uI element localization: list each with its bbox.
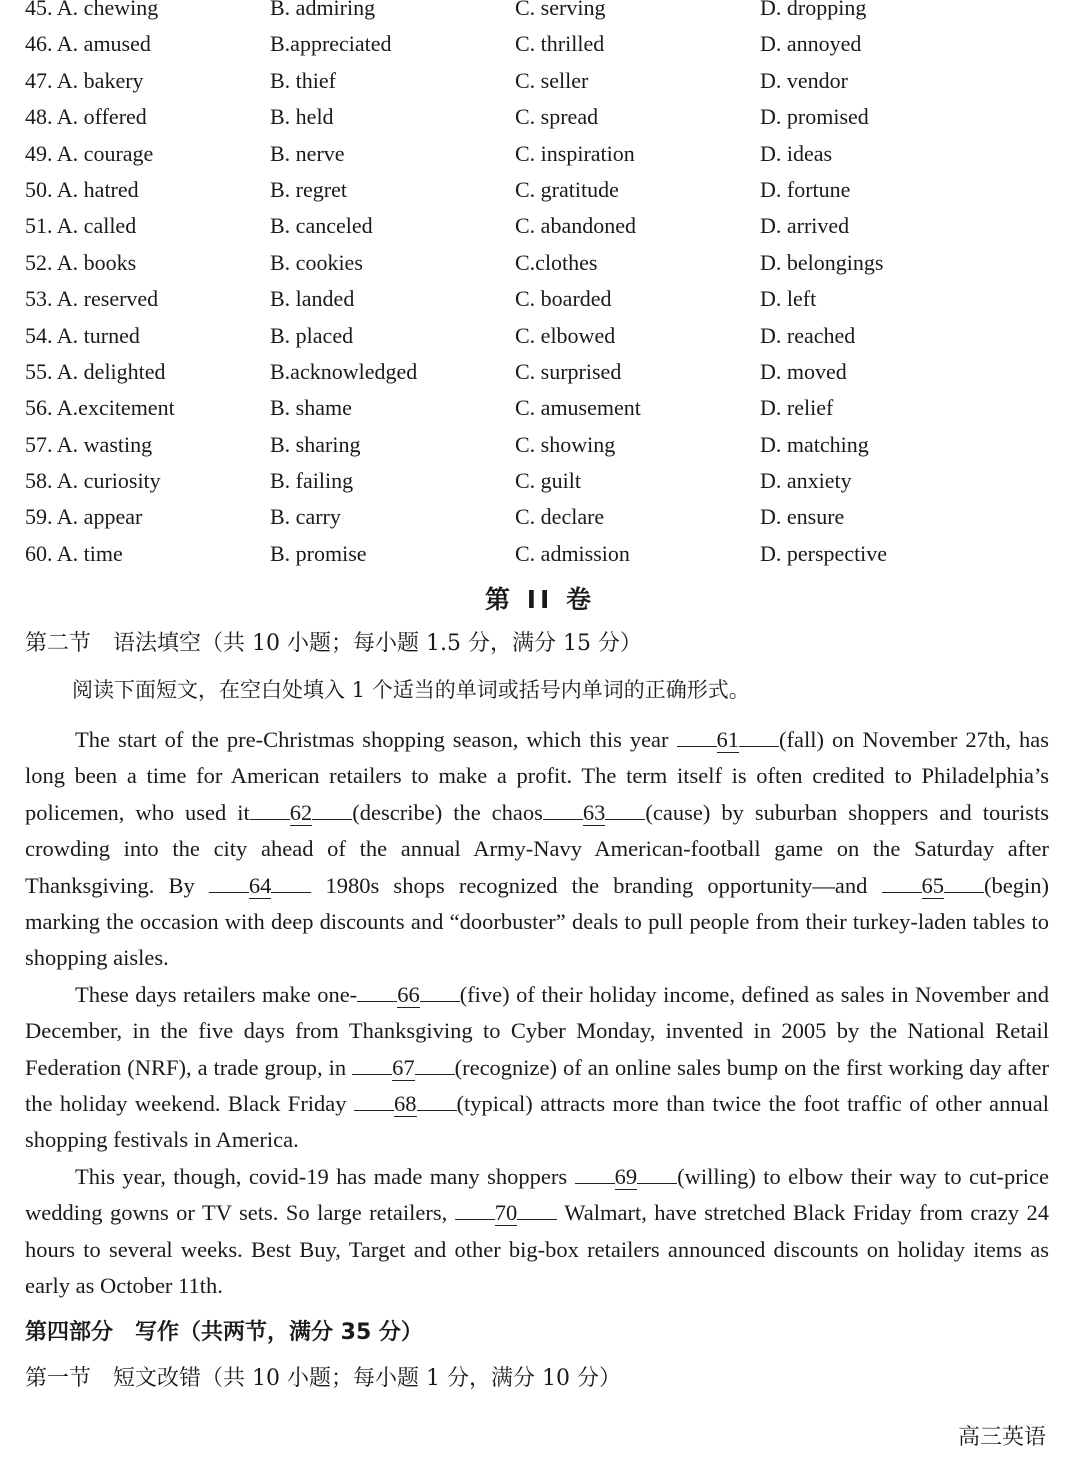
option-a: 55. A. delighted: [25, 358, 166, 384]
passage-text: These days retailers make one-: [75, 981, 358, 1007]
blank-number: 69: [614, 1163, 638, 1189]
passage-text: The start of the pre-Christmas shopping season, which this year: [75, 727, 677, 752]
grammar-instruction: 阅读下面短文，在空白处填入 1 个适当的单词或括号内单词的正确形式。: [72, 678, 750, 702]
answer-blank[interactable]: [250, 800, 353, 825]
section-title-grammar: 第二节 语法填空（共 10 小题；每小题 1.5 分，满分 15 分）: [25, 631, 642, 656]
option-a: 53. A. reserved: [25, 286, 159, 312]
blank-number: 67: [392, 1054, 415, 1080]
option-b: B. promise: [270, 540, 367, 566]
option-a: 58. A. curiosity: [25, 468, 161, 494]
passage-paragraph: [25, 722, 1049, 977]
option-c: C. serving: [515, 0, 606, 20]
passage-text: (begin) marking the occasion with deep discounts and “doorbuster” deals to pull people from their turkey-laden tables to shopping aisles.: [25, 872, 1049, 971]
answer-blank[interactable]: [357, 982, 460, 1007]
answer-blank[interactable]: [677, 727, 780, 752]
passage-text: (fall) on November 27th, has long been a time for American retailers to make a profit. The term itself is often credited to Philadelphia’s policemen, who used it: [25, 727, 1049, 825]
passage-text: (describe) the chaos: [352, 799, 543, 825]
option-c: C. elbowed: [515, 322, 616, 348]
option-b: B. held: [270, 104, 334, 130]
options-table: [25, 0, 1055, 572]
blank-underline: [677, 728, 717, 747]
option-d: D. dropping: [760, 0, 867, 20]
option-d: D. ensure: [760, 504, 845, 530]
option-d: D. vendor: [760, 67, 848, 93]
option-c: C. guilt: [515, 468, 582, 494]
option-row: [25, 26, 1055, 62]
option-c: C. seller: [515, 67, 589, 93]
option-row: [25, 63, 1055, 99]
option-a: 46. A. amused: [25, 31, 151, 57]
option-a: 47. A. bakery: [25, 67, 144, 93]
blank-number: 68: [394, 1091, 417, 1117]
option-a: 56. A.excitement: [25, 395, 175, 421]
blank-underline: [357, 983, 397, 1002]
blank-underline: [312, 801, 352, 820]
option-b: B.appreciated: [270, 31, 392, 57]
blank-number: 61: [716, 727, 740, 752]
option-c: C. spread: [515, 104, 599, 130]
blank-underline: [209, 874, 249, 893]
answer-blank[interactable]: [882, 873, 985, 898]
passage-text: (five) of their holiday income, defined as sales in November and December, in the five days from Thanksgiving to Cyber Monday, invented in 2005 by the National Retail Federation (NRF), a trade group, in: [25, 981, 1050, 1080]
option-b: B. thief: [270, 67, 336, 93]
option-a: 49. A. courage: [25, 140, 154, 166]
blank-underline: [605, 801, 645, 820]
option-a: 57. A. wasting: [25, 431, 153, 457]
passage-text: 1980s shops recognized the branding opportunity—and: [311, 872, 882, 898]
blank-underline: [739, 728, 779, 747]
answer-blank[interactable]: [575, 1164, 678, 1189]
option-d: D. fortune: [760, 176, 851, 202]
option-d: D. belongings: [760, 249, 884, 275]
option-b: B.acknowledged: [270, 358, 418, 384]
answer-blank[interactable]: [455, 1200, 558, 1225]
option-row: [25, 463, 1055, 499]
option-a: 50. A. hatred: [25, 176, 139, 202]
passage-text: (cause) by suburban shoppers and tourists crowding into the city ahead of the annual Army-Navy American-football game on the Saturday after Thanksgiving. By: [25, 799, 1049, 898]
blank-underline: [637, 1165, 677, 1184]
option-a: 60. A. time: [25, 540, 123, 566]
answer-blank[interactable]: [352, 1055, 455, 1080]
option-b: B. shame: [270, 395, 352, 421]
passage-paragraph: [25, 1159, 1049, 1305]
option-c: C. surprised: [515, 358, 622, 384]
option-c: C. thrilled: [515, 31, 605, 57]
option-c: C. inspiration: [515, 140, 635, 166]
option-row: [25, 427, 1055, 463]
option-b: B. carry: [270, 504, 341, 530]
blank-underline: [575, 1165, 615, 1184]
option-row: [25, 172, 1055, 208]
volume-title: 第 II 卷: [484, 585, 595, 614]
option-a: 52. A. books: [25, 249, 137, 275]
option-row: [25, 208, 1055, 244]
answer-blank[interactable]: [209, 873, 312, 898]
blank-number: 64: [248, 872, 272, 898]
answer-blank[interactable]: [543, 800, 646, 825]
option-b: B. placed: [270, 322, 354, 348]
blank-number: 70: [494, 1200, 518, 1226]
option-d: D. perspective: [760, 540, 888, 566]
option-b: B. landed: [270, 286, 355, 312]
blank-underline: [517, 1201, 557, 1220]
passage-text: This year, though, covid-19 has made many shoppers: [75, 1163, 575, 1189]
option-row: [25, 99, 1055, 135]
option-d: D. promised: [760, 104, 869, 130]
option-b: B. cookies: [270, 249, 363, 275]
option-b: B. regret: [270, 176, 347, 202]
option-a: 45. A. chewing: [25, 0, 159, 20]
option-row: [25, 390, 1055, 426]
option-c: C.clothes: [515, 249, 598, 275]
option-b: B. admiring: [270, 0, 376, 20]
passage-text: Walmart, have stretched Black Friday from crazy 24 hours to several weeks. Best Buy, Target and other big-box retailers announced discounts on holiday items as early as October 11th.: [25, 1200, 1049, 1299]
blank-underline: [271, 874, 311, 893]
option-d: D. relief: [760, 395, 834, 421]
blank-underline: [455, 1201, 495, 1220]
reading-passage: [25, 722, 1049, 1305]
answer-blank[interactable]: [354, 1091, 457, 1116]
option-d: D. left: [760, 286, 817, 312]
option-d: D. anxiety: [760, 468, 852, 494]
blank-underline: [882, 874, 922, 893]
option-c: C. declare: [515, 504, 605, 530]
option-c: C. showing: [515, 431, 616, 457]
option-a: 54. A. turned: [25, 322, 140, 348]
part-four-title: 第四部分 写作（共两节，满分 35 分）: [25, 1320, 423, 1345]
option-d: D. matching: [760, 431, 869, 457]
option-d: D. arrived: [760, 213, 850, 239]
option-d: D. reached: [760, 322, 856, 348]
option-b: B. sharing: [270, 431, 361, 457]
option-c: C. amusement: [515, 395, 641, 421]
option-row: [25, 354, 1055, 390]
option-a: 59. A. appear: [25, 504, 143, 530]
option-c: C. boarded: [515, 286, 612, 312]
option-row: [25, 245, 1055, 281]
section-title-correction: 第一节 短文改错（共 10 小题；每小题 1 分，满分 10 分）: [25, 1366, 621, 1391]
passage-text: (recognize) of an online sales bump on the first working day after the holiday weekend. Black Friday: [25, 1054, 1049, 1117]
option-d: D. ideas: [760, 140, 833, 166]
option-d: D. moved: [760, 358, 847, 384]
blank-underline: [420, 983, 460, 1002]
passage-paragraph: [25, 977, 1049, 1159]
blank-underline: [415, 1056, 455, 1075]
option-row: [25, 281, 1055, 317]
option-b: B. canceled: [270, 213, 373, 239]
option-row: [25, 318, 1055, 354]
option-row: [25, 136, 1055, 172]
blank-number: 63: [582, 799, 606, 825]
blank-underline: [354, 1092, 394, 1111]
option-c: C. abandoned: [515, 213, 636, 239]
blank-underline: [543, 801, 583, 820]
option-c: C. admission: [515, 540, 630, 566]
option-b: B. nerve: [270, 140, 345, 166]
option-c: C. gratitude: [515, 176, 619, 202]
blank-underline: [352, 1056, 392, 1075]
option-row: [25, 0, 1055, 26]
option-a: 48. A. offered: [25, 104, 147, 130]
blank-number: 66: [397, 981, 420, 1007]
option-d: D. annoyed: [760, 31, 862, 57]
passage-text: (willing) to elbow their way to cut-price wedding gowns or TV sets. So large retailers,: [25, 1163, 1049, 1226]
page-footer: 高三英语: [957, 1425, 1046, 1450]
option-row: [25, 499, 1055, 535]
blank-number: 62: [289, 799, 313, 825]
option-a: 51. A. called: [25, 213, 137, 239]
option-row: [25, 536, 1055, 572]
blank-underline: [250, 801, 290, 820]
option-b: B. failing: [270, 468, 354, 494]
passage-text: (typical) attracts more than twice the foot traffic of other annual shopping festivals in America.: [25, 1091, 1049, 1153]
blank-underline: [417, 1092, 457, 1111]
blank-underline: [944, 874, 984, 893]
blank-number: 65: [921, 872, 945, 898]
